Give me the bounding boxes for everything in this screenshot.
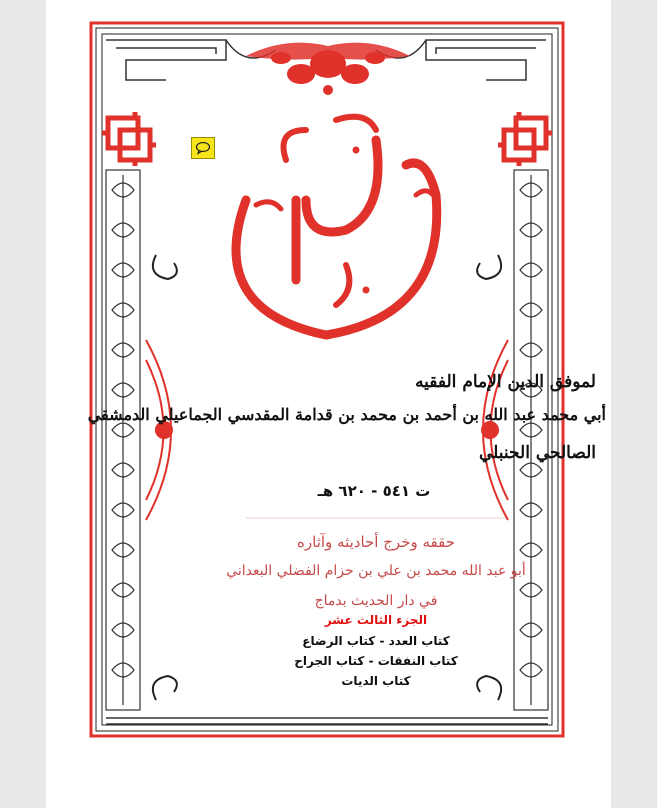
right-column-motifs xyxy=(514,170,548,710)
left-red-knot xyxy=(102,112,156,166)
top-floral-ornament xyxy=(246,43,410,95)
right-red-arc xyxy=(482,340,508,520)
volume-label: الجزء الثالث عشر xyxy=(324,613,428,627)
title-calligraphy xyxy=(236,117,437,335)
editor-name: أبو عبد الله محمد بن علي بن حزام الفضلي البعداني xyxy=(226,563,526,579)
author-line-3: الصالحي الحنبلي xyxy=(479,443,596,463)
bottom-knot-band xyxy=(106,718,548,724)
book-list-item: كتاب الديات xyxy=(341,674,411,688)
author-dates: ت ٥٤١ - ٦٢٠ هـ xyxy=(317,482,431,500)
author-line-1: لموفق الدين الإمام الفقيه xyxy=(415,372,596,392)
document-page xyxy=(46,0,611,808)
verified-by-line: حققه وخرج أحاديثه وآثاره xyxy=(297,533,455,551)
publisher-line: في دار الحديث بدماج xyxy=(314,593,438,609)
right-red-knot xyxy=(498,112,552,166)
book-list-item: كتاب النفقات - كتاب الجراح xyxy=(294,654,458,668)
left-column-motifs xyxy=(106,170,140,710)
author-line-2: أبي محمد عبد الله بن أحمد بن محمد بن قدامة المقدسي الجماعيلي الدمشقي xyxy=(87,405,606,424)
book-list-item: كتاب العدد - كتاب الرضاع xyxy=(302,634,450,648)
comment-annotation-icon[interactable] xyxy=(191,137,215,159)
left-red-arc xyxy=(146,340,172,520)
